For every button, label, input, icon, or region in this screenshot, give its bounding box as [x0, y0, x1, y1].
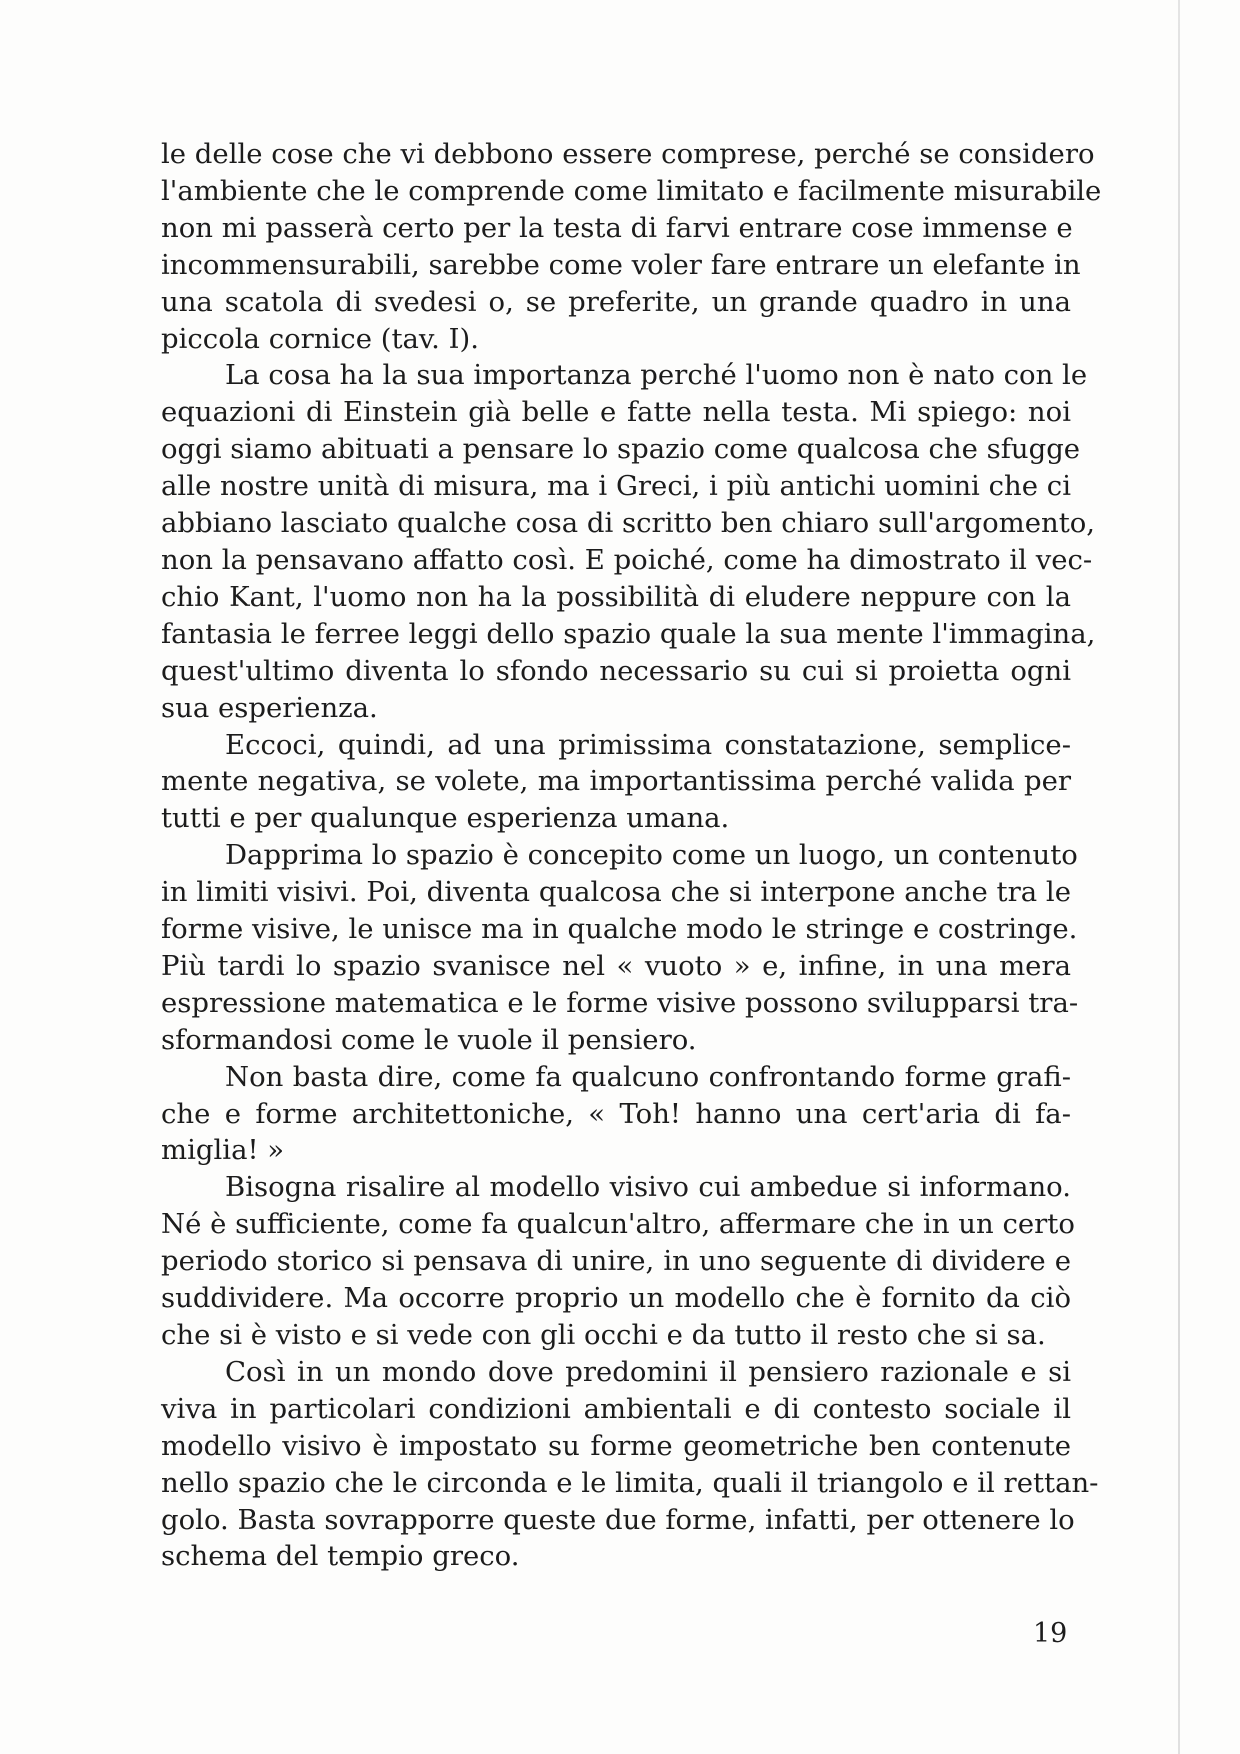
text-line: viva in particolari condizioni ambientali e di contesto sociale il [161, 1392, 1071, 1425]
text-line: periodo storico si pensava di unire, in uno seguente di dividere e [161, 1245, 1071, 1278]
text-line: quest'ultimo diventa lo sfondo necessario su cui si proietta ogni [161, 654, 1071, 687]
text-line: suddividere. Ma occorre proprio un modello che è fornito da ciò [161, 1282, 1071, 1315]
text-line: schema del tempio greco. [161, 1540, 520, 1573]
text-line: piccola cornice (tav. I). [161, 322, 479, 355]
text-line: che si è visto e si vede con gli occhi e da tutto il resto che si sa. [161, 1319, 1046, 1351]
text-line: non la pensavano affatto così. E poiché, come ha dimostrato il vec- [161, 543, 1093, 576]
page-edge-shadow [1178, 0, 1180, 1754]
paragraph-5 [161, 1059, 1071, 1170]
text-line: che e forme architettoniche, « Toh! hanno una cert'aria di fa- [161, 1097, 1071, 1130]
paragraph-1 [161, 136, 1102, 357]
text-line: golo. Basta sovrapporre queste due forme, infatti, per ottenere lo [161, 1503, 1075, 1536]
paragraph-4 [161, 837, 1079, 1058]
text-line: espressione matematica e le forme visive possono svilupparsi tra- [161, 986, 1079, 1019]
text-line: Né è sufficiente, come fa qualcun'altro, affermare che in un certo [161, 1208, 1075, 1241]
text-line: non mi passerà certo per la testa di farvi entrare cose immense e [161, 211, 1073, 244]
page-number: 19 [1033, 1618, 1068, 1649]
text-line: mente negativa, se volete, ma importantissima perché valida per [161, 765, 1071, 798]
text-line: alle nostre unità di misura, ma i Greci, i più antichi uomini che ci [161, 470, 1071, 503]
text-line: La cosa ha la sua importanza perché l'uomo non è nato con le [225, 359, 1088, 392]
text-line: incommensurabili, sarebbe come voler fare entrare un elefante in [161, 248, 1081, 281]
text-line: nello spazio che le circonda e le limita, quali il triangolo e il rettan- [161, 1466, 1099, 1499]
body-text [161, 136, 1102, 1575]
text-line: oggi siamo abituati a pensare lo spazio come qualcosa che sfugge [161, 433, 1081, 466]
text-line: Non basta dire, come fa qualcuno confrontando forme grafi- [225, 1060, 1071, 1093]
paragraph-6 [161, 1169, 1075, 1354]
text-line: l'ambiente che le comprende come limitato e facilmente misurabile [161, 174, 1102, 207]
text-line: in limiti visivi. Poi, diventa qualcosa che si interpone anche tra le [161, 876, 1071, 909]
text-line: chio Kant, l'uomo non ha la possibilità di eludere neppure con la [161, 580, 1071, 613]
text-line: Eccoci, quindi, ad una primissima constatazione, semplice- [225, 728, 1071, 761]
text-line: equazioni di Einstein già belle e fatte nella testa. Mi spiego: noi [161, 396, 1071, 429]
text-line: Bisogna risalire al modello visivo cui ambedue si informano. [225, 1171, 1071, 1204]
paragraph-7 [161, 1354, 1099, 1575]
text-line: Più tardi lo spazio svanisce nel « vuoto » e, infine, in una mera [161, 949, 1071, 982]
text-line: Così in un mondo dove predomini il pensiero razionale e si [225, 1355, 1071, 1388]
text-line: modello visivo è impostato su forme geometriche ben contenute [161, 1429, 1071, 1462]
text-line: miglia! » [161, 1134, 285, 1167]
text-line: abbiano lasciato qualche cosa di scritto ben chiaro sull'argomento, [161, 507, 1096, 540]
text-line: Dapprima lo spazio è concepito come un luogo, un contenuto [225, 839, 1078, 872]
paragraph-3 [161, 727, 1071, 838]
text-line: sformandosi come le vuole il pensiero. [161, 1023, 697, 1056]
text-line: sua esperienza. [161, 691, 378, 724]
text-line: forme visive, le unisce ma in qualche modo le stringe e costringe. [161, 913, 1078, 946]
text-line: una scatola di svedesi o, se preferite, un grande quadro in una [161, 285, 1071, 318]
paragraph-2 [161, 357, 1096, 726]
text-line: le delle cose che vi debbono essere comprese, perché se considero [161, 138, 1095, 170]
text-line: fantasia le ferree leggi dello spazio quale la sua mente l'immagina, [161, 617, 1096, 650]
text-line: tutti e per qualunque esperienza umana. [161, 802, 730, 835]
